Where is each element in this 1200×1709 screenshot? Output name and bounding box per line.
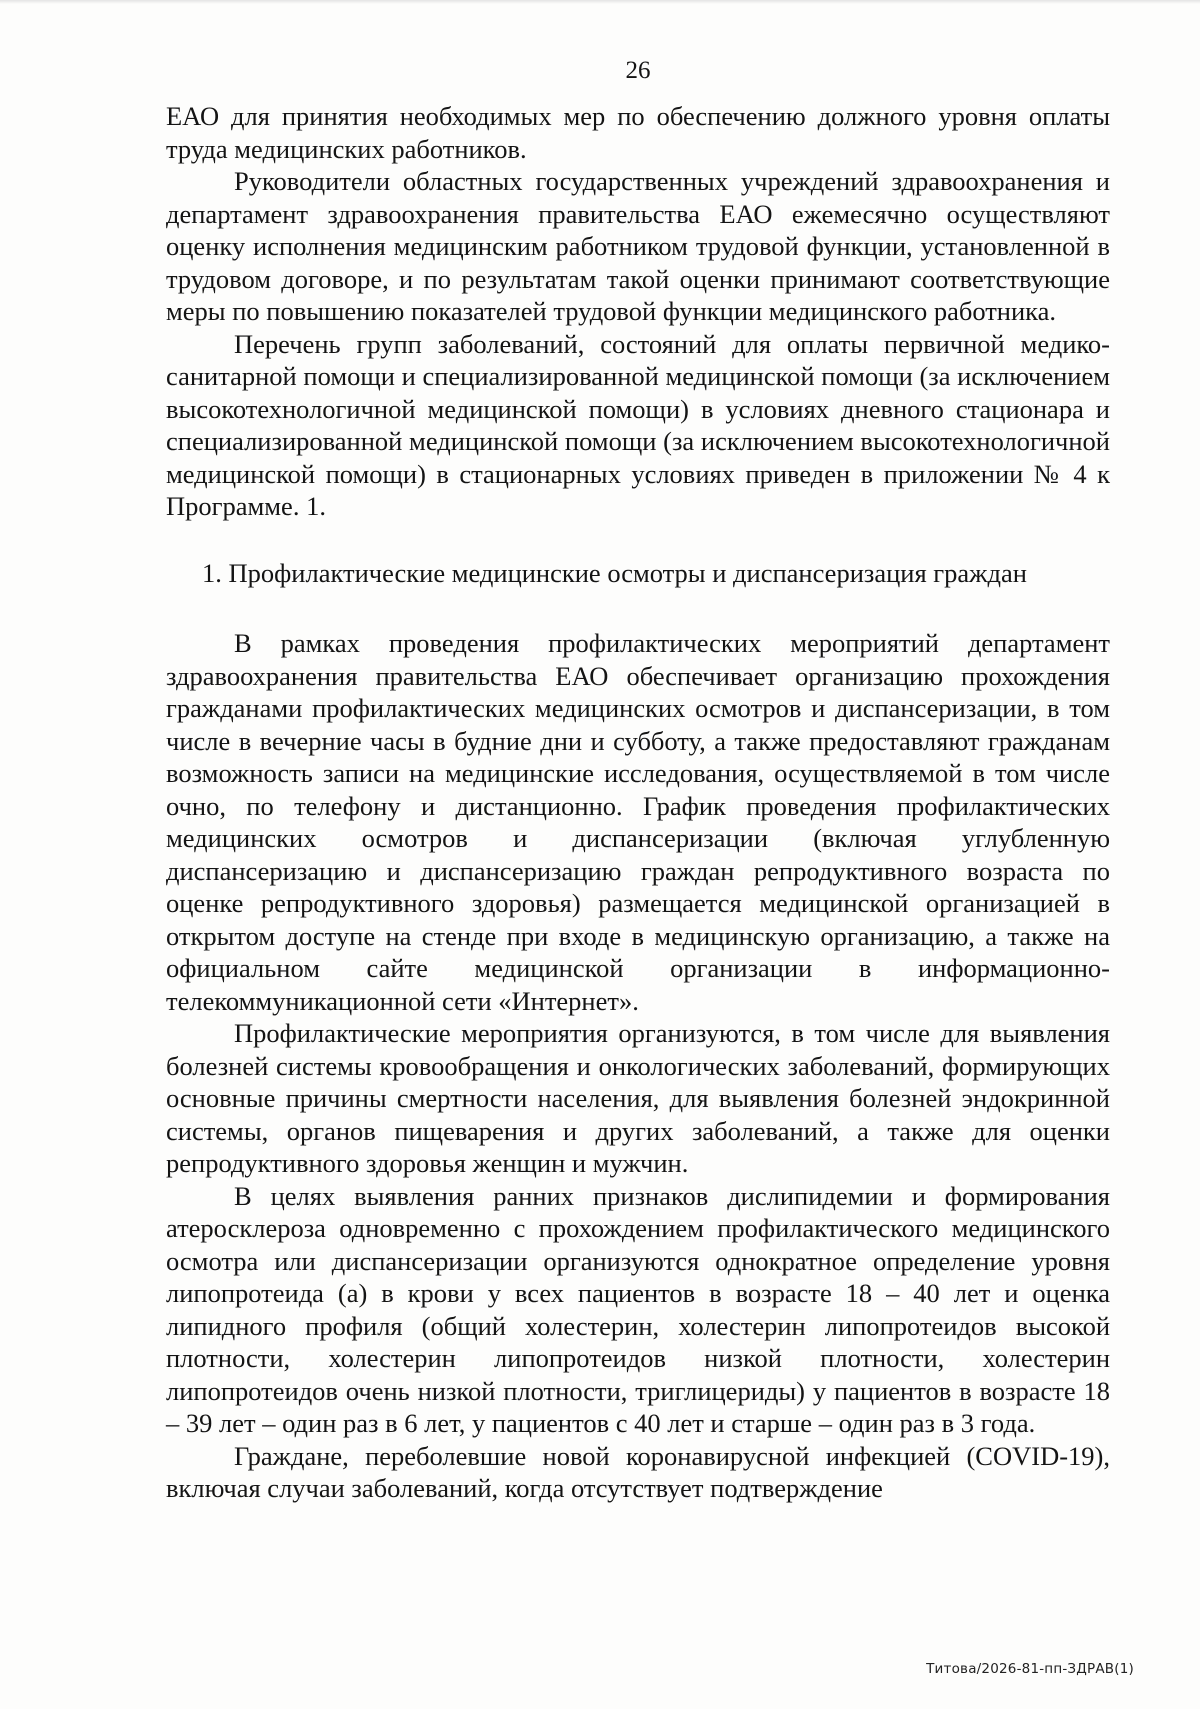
paragraph-continuation: ЕАО для принятия необходимых мер по обеспечению должного уровня оплаты труда медицинских работников. xyxy=(166,101,1110,164)
paragraph-heads-assessment: Руководители областных государственных учреждений здравоохранения и департамент здравоохранения правительства ЕАО ежемесячно осуществляют оценку исполнения медицинским работником трудовой функции, установленной в трудовом договоре, и по результатам такой оценки принимают соответствующие меры по повышению показателей трудовой функции медицинского работника. xyxy=(166,166,1110,326)
paragraph-covid: Граждане, переболевшие новой коронавирусной инфекцией (COVID-19), включая случаи заболеваний, когда отсутствует подтверждение xyxy=(166,1440,1110,1503)
document-body xyxy=(166,100,1110,1505)
paragraph-preventive-measures: В рамках проведения профилактических мероприятий департамент здравоохранения правительства ЕАО обеспечивает организацию прохождения гражданами профилактических медицинских осмотров и диспансеризации, в том числе в вечерние часы в будние дни и субботу, а также предоставляют гражданам возможность записи на медицинские исследования, осуществляемой в том числе очно, по телефону и дистанционно. График проведения профилактических медицинских осмотров и диспансеризации (включая углубленную диспансеризацию и диспансеризацию граждан репродуктивного возраста по оценке репродуктивного здоровья) размещается медицинской организацией в открытом доступе на стенде при входе в медицинскую организацию, а также на официальном сайте медицинской организации в информационно-телекоммуникационной сети «Интернет». xyxy=(166,628,1110,1016)
paragraph-preventive-organization: Профилактические мероприятия организуются, в том числе для выявления болезней системы кровообращения и онкологических заболеваний, формирующих основные причины смертности населения, для выявления болезней эндокринной системы, органов пищеварения и других заболеваний, а также для оценки репродуктивного здоровья женщин и мужчин. xyxy=(166,1018,1110,1178)
section-heading: 1. Профилактические медицинские осмотры и диспансеризация граждан xyxy=(202,557,1027,588)
paragraph-dyslipidemia: В целях выявления ранних признаков дислипидемии и формирования атеросклероза одновременно с прохождением профилактического медицинского осмотра или диспансеризации организуются однократное определение уровня липопротеида (а) в крови у всех пациентов в возрасте 18 – 40 лет и оценка липидного профиля (общий холестерин, холестерин липопротеидов высокой плотности, холестерин липопротеидов низкой плотности, холестерин липопротеидов очень низкой плотности, триглицериды) у пациентов в возрасте 18 – 39 лет – один раз в 6 лет, у пациентов с 40 лет и старше – один раз в 3 года. xyxy=(166,1180,1110,1438)
footer-document-code: Титова/2026-81-пп-ЗДРАВ(1) xyxy=(926,1661,1134,1677)
scan-edge xyxy=(0,0,1200,4)
paragraph-disease-groups: Перечень групп заболеваний, состояний для оплаты первичной медико-санитарной помощи и специализированной медицинской помощи (за исключением высокотехнологичной медицинской помощи) в условиях дневного стационара и специализированной медицинской помощи (за исключением высокотехнологичной медицинской помощи) в стационарных условиях приведен в приложении № 4 к Программе. 1. xyxy=(166,328,1110,521)
page-number: 26 xyxy=(625,57,651,84)
